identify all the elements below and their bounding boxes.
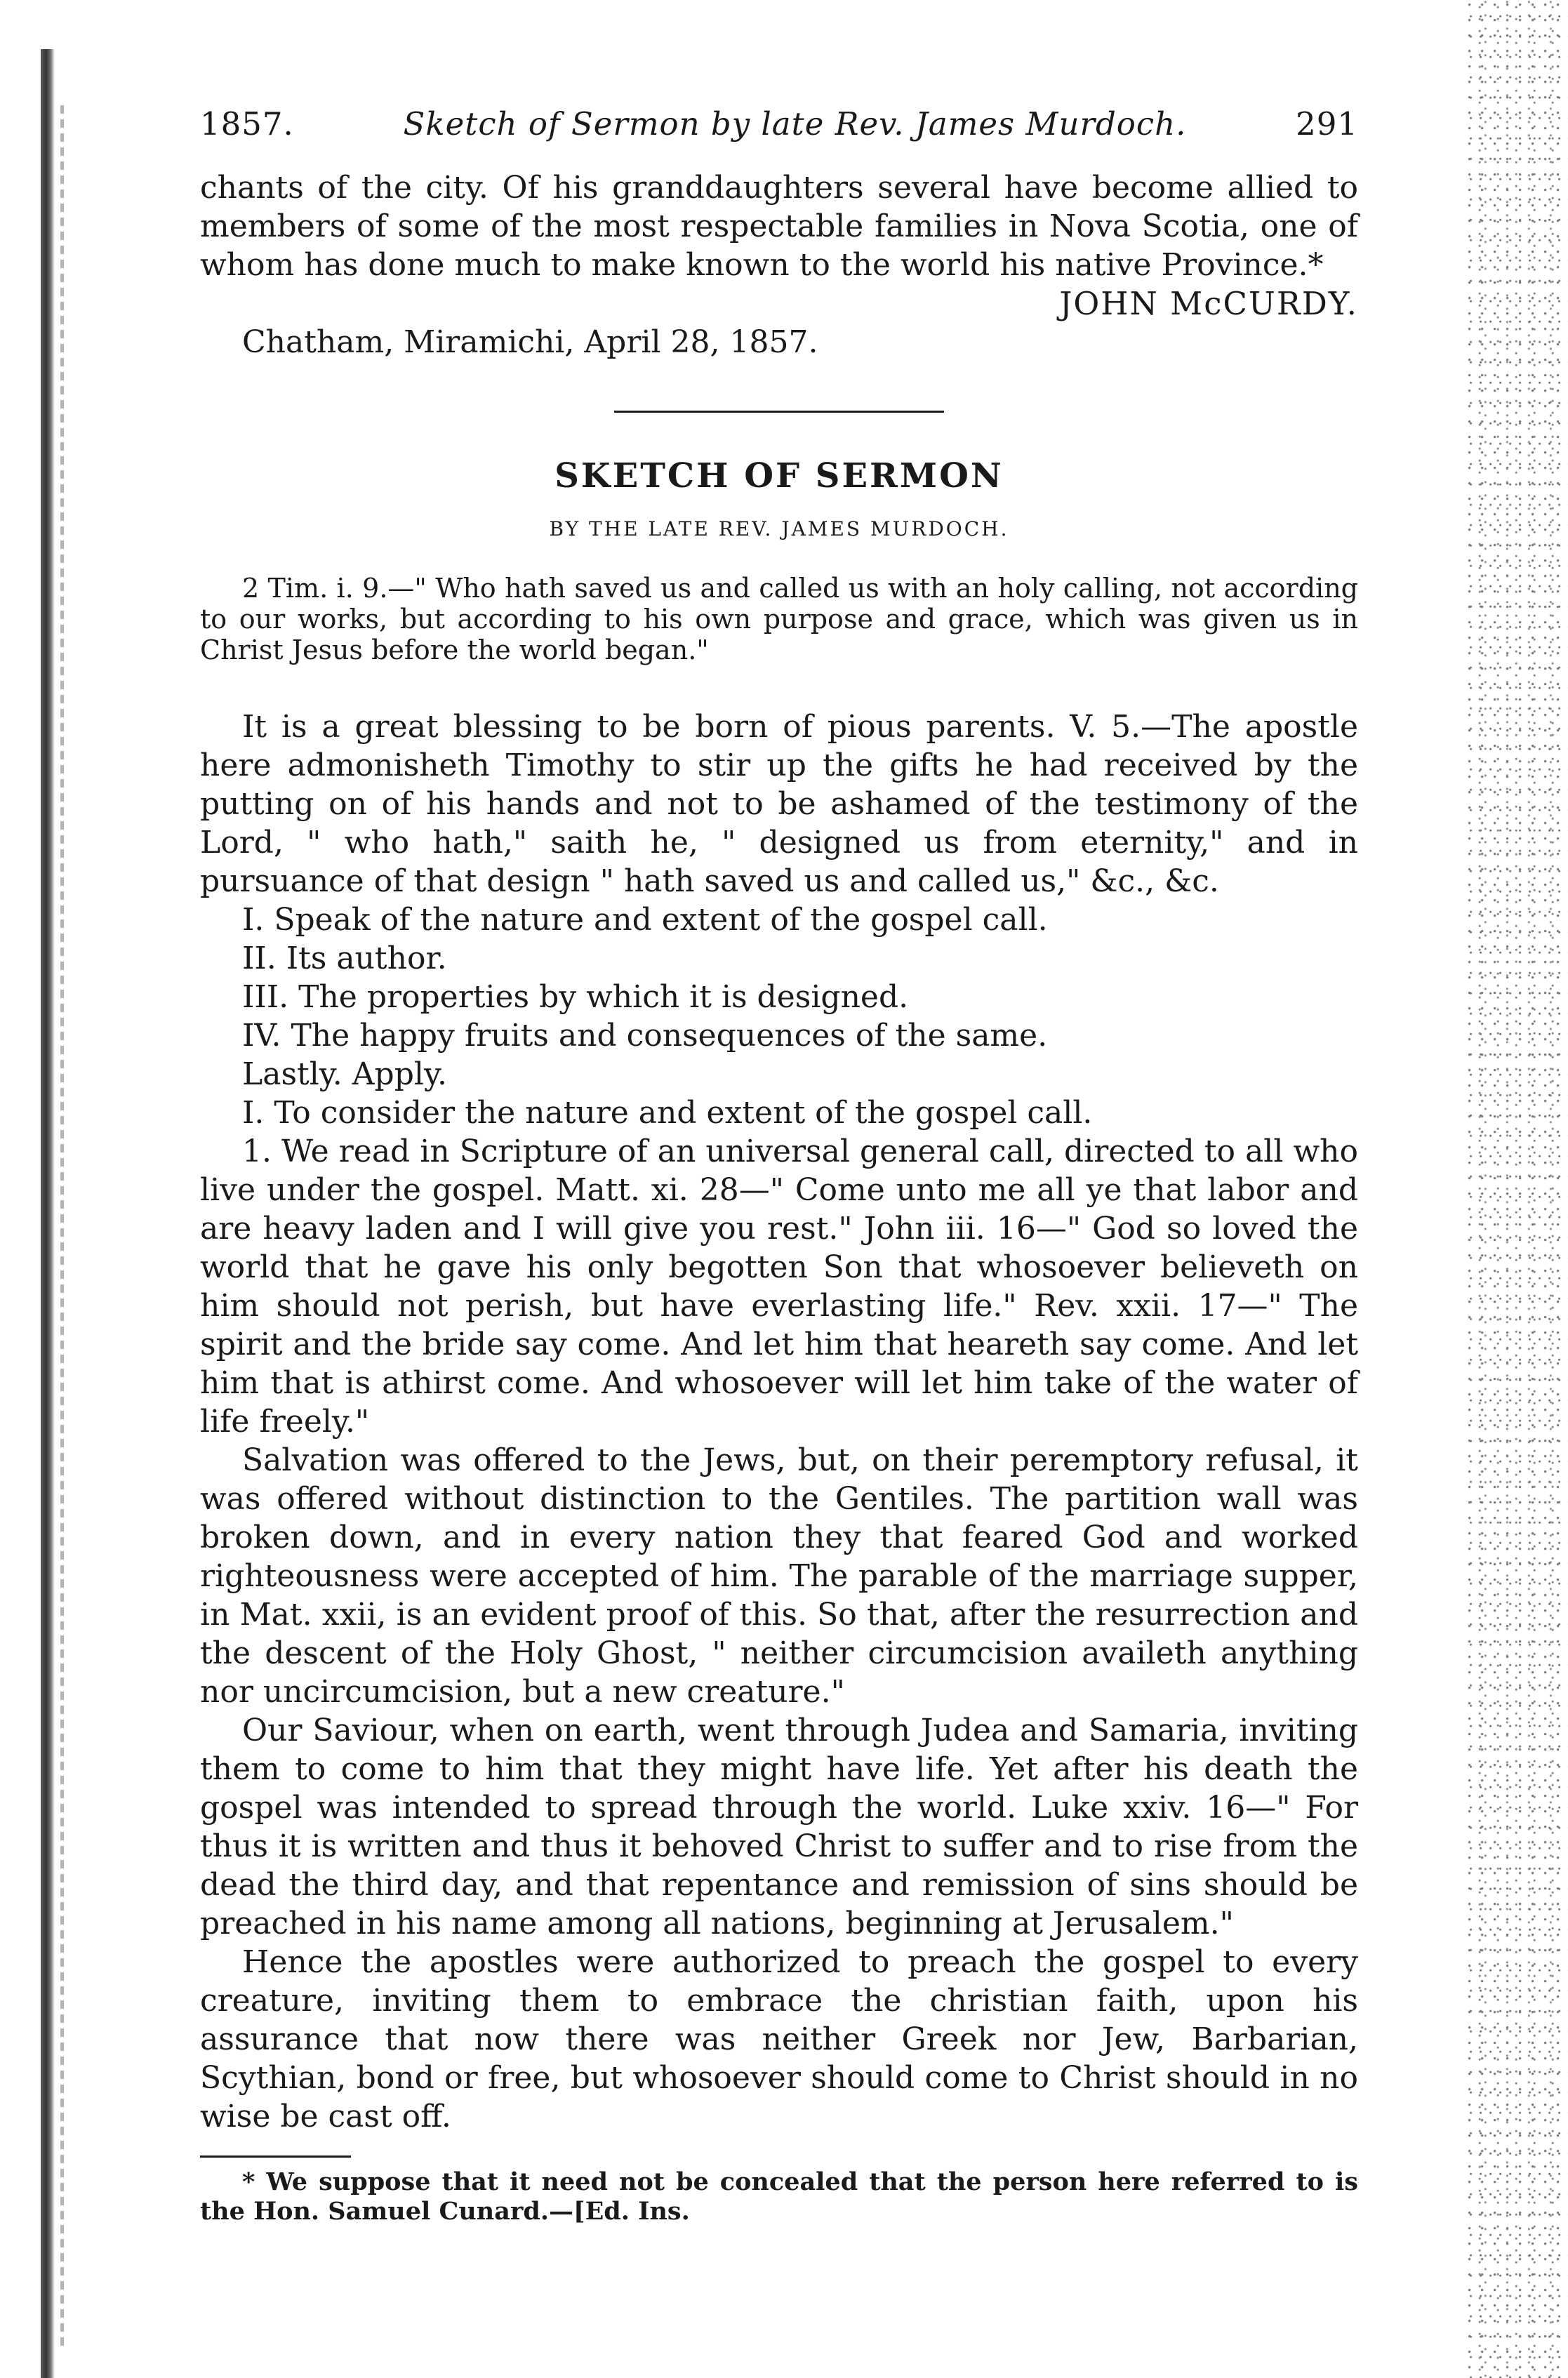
running-head-title: Sketch of Sermon by late Rev. James Murdoch. bbox=[403, 105, 1187, 142]
body-paragraph: 1. We read in Scripture of an universal general call, directed to all who live under the gospel. Matt. xi. 28—" Come unto me all ye that labor and are heavy laden and I will give you rest." John iii. 16—" God so loved the world that he gave his only begotten Son that whosoever believeth on him should not perish, but have everlasting life." Rev. xxii. 17—" The spirit and the bride say come. And let him that heareth say come. And let him that is athirst come. And whosoever will let him take of the water of life freely." bbox=[200, 1134, 1358, 1440]
outline-item: III. The properties by which it is designed. bbox=[242, 979, 909, 1015]
dateline: Chatham, Miramichi, April 28, 1857. bbox=[242, 324, 818, 360]
scan-binding-edge bbox=[41, 49, 55, 2378]
outline-item: I. Speak of the nature and extent of the gospel call. bbox=[242, 902, 1048, 938]
running-head bbox=[200, 105, 1358, 168]
body-paragraph: Hence the apostles were authorized to preach the gospel to every creature, inviting them to embrace the christian faith, upon his assurance that now there was neither Greek nor Jew, Barbarian, Scythian, bond or free, but whosoever should come to Christ should in no wise be cast off. bbox=[200, 1944, 1358, 2134]
article-byline: BY THE LATE REV. JAMES MURDOCH. bbox=[549, 517, 1009, 540]
scan-right-edge-noise bbox=[1467, 0, 1568, 2378]
running-head-year: 1857. bbox=[200, 105, 294, 142]
continuation-paragraph: chants of the city. Of his granddaughters several have become allied to members of some of the most respectable families in Nova Scotia, one of whom has done much to make known to the world his native Province.* bbox=[200, 170, 1358, 283]
outline-item: Lastly. Apply. bbox=[242, 1056, 447, 1092]
body-paragraph: Salvation was offered to the Jews, but, on their peremptory refusal, it was offered without distinction to the Gentiles. The partition wall was broken down, and in every nation they that feared God and worked righteousness were accepted of him. The parable of the marriage supper, in Mat. xxii, is an evident proof of this. So that, after the resurrection and the descent of the Holy Ghost, " neither circumcision availeth anything nor uncircumcision, but a new creature." bbox=[200, 1442, 1358, 1710]
section-divider bbox=[614, 411, 944, 413]
scripture-epigraph: 2 Tim. i. 9.—" Who hath saved us and called us with an holy calling, not according to our works, but according to his own purpose and grace, which was given us in Christ Jesus before the world began." bbox=[200, 573, 1358, 665]
scan-binding-shadow bbox=[60, 105, 64, 2351]
outline-item: II. Its author. bbox=[242, 941, 447, 976]
outline-item: IV. The happy fruits and consequences of the same. bbox=[242, 1018, 1048, 1054]
page-number: 291 bbox=[1296, 105, 1358, 142]
author-signature: JOHN McCURDY. bbox=[1059, 285, 1358, 322]
footnote: * We suppose that it need not be concealed that the person here referred to is the Hon. Samuel Cunard.—[Ed. Ins. bbox=[200, 2167, 1358, 2226]
article-title: SKETCH OF SERMON bbox=[554, 456, 1004, 496]
outline-item: I. To consider the nature and extent of the gospel call. bbox=[242, 1095, 1093, 1131]
book-page bbox=[200, 105, 1358, 2226]
body-paragraph: Our Saviour, when on earth, went through Judea and Samaria, inviting them to come to him that they might have life. Yet after his death the gospel was intended to spread through the world. Luke xxiv. 16—" For thus it is written and thus it behoved Christ to suffer and to rise from the dead the third day, and that repentance and remission of sins should be preached in his name among all nations, beginning at Jerusalem." bbox=[200, 1713, 1358, 1941]
intro-paragraph: It is a great blessing to be born of pious parents. V. 5.—The apostle here admonisheth Timothy to stir up the gifts he had received by the putting on of his hands and not to be ashamed of the testimony of the Lord, " who hath," saith he, " designed us from eternity," and in pursuance of that design " hath saved us and called us," &c., &c. bbox=[200, 709, 1358, 899]
footnote-divider bbox=[200, 2156, 351, 2158]
